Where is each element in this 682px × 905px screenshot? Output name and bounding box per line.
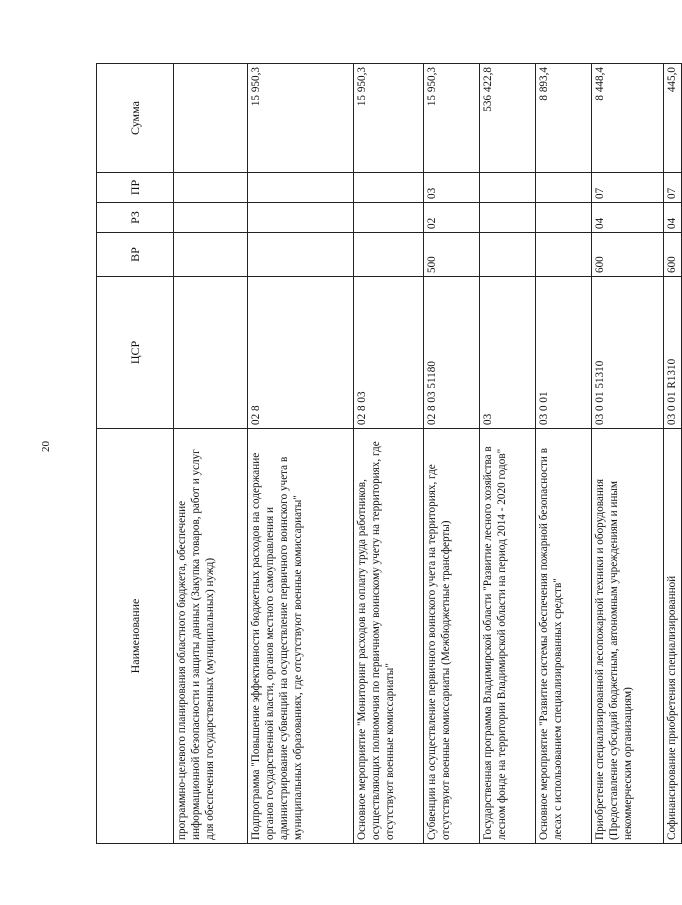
header-vr: ВР bbox=[97, 233, 174, 277]
cell-pr bbox=[354, 173, 424, 203]
cell-pr bbox=[480, 173, 536, 203]
table-row bbox=[248, 64, 354, 844]
header-pr: ПР bbox=[97, 173, 174, 203]
table-row bbox=[424, 64, 480, 844]
cell-name: Государственная программа Владимирской области "Развитие лесного хозяйства в лесном фонде на территории Владимирской области на период 2014 - 2020 годов" bbox=[480, 429, 536, 844]
table-row bbox=[480, 64, 536, 844]
cell-name: Субвенции на осуществление первичного воинского учета на территориях, где отсутствуют военные комиссариаты (Межбюджетные трансферты) bbox=[424, 429, 480, 844]
cell-sum: 15 950,3 bbox=[248, 64, 354, 173]
cell-rz: 04 bbox=[664, 203, 682, 233]
cell-pr: 07 bbox=[592, 173, 664, 203]
cell-pr bbox=[174, 173, 248, 203]
cell-name: Основное мероприятие "Мониторинг расходов на оплату труда работников, осуществляющих полномочия по первичному воинскому учету на территориях, где отсутствуют военные комиссариаты" bbox=[354, 429, 424, 844]
cell-csr bbox=[174, 277, 248, 429]
cell-name: Подпрограмма "Повышение эффективности бюджетных расходов на содержание органов государственной власти, органов местного самоуправления и администрирование субвенций на осуществление первичного воинского учета в муниципальных образованиях, где отсутствуют военные комиссариаты" bbox=[248, 429, 354, 844]
cell-vr bbox=[354, 233, 424, 277]
table-row bbox=[174, 64, 248, 844]
cell-csr: 02 8 bbox=[248, 277, 354, 429]
header-rz: РЗ bbox=[97, 203, 174, 233]
header-csr: ЦСР bbox=[97, 277, 174, 429]
rotated-table-container bbox=[96, 64, 678, 844]
cell-rz bbox=[536, 203, 592, 233]
cell-vr bbox=[480, 233, 536, 277]
cell-rz bbox=[480, 203, 536, 233]
table-header-row bbox=[97, 64, 174, 844]
cell-csr: 03 0 01 R1310 bbox=[664, 277, 682, 429]
cell-csr: 03 0 01 bbox=[536, 277, 592, 429]
header-sum: Сумма bbox=[97, 64, 174, 173]
cell-rz: 04 bbox=[592, 203, 664, 233]
cell-name: Основное мероприятие "Развитие системы обеспечения пожарной безопасности в лесах с использованием специализированных средств" bbox=[536, 429, 592, 844]
table-row bbox=[536, 64, 592, 844]
cell-vr: 600 bbox=[664, 233, 682, 277]
cell-pr bbox=[536, 173, 592, 203]
page-number: 20 bbox=[40, 441, 52, 452]
cell-csr: 02 8 03 bbox=[354, 277, 424, 429]
cell-sum: 445,0 bbox=[664, 64, 682, 173]
cell-vr: 500 bbox=[424, 233, 480, 277]
cell-sum: 8 893,4 bbox=[536, 64, 592, 173]
cell-csr: 03 bbox=[480, 277, 536, 429]
cell-vr: 600 bbox=[592, 233, 664, 277]
table-row bbox=[664, 64, 682, 844]
table-row bbox=[592, 64, 664, 844]
cell-sum bbox=[174, 64, 248, 173]
cell-sum: 15 950,3 bbox=[424, 64, 480, 173]
cell-csr: 02 8 03 51180 bbox=[424, 277, 480, 429]
budget-table bbox=[96, 63, 682, 844]
cell-vr bbox=[536, 233, 592, 277]
table-row bbox=[354, 64, 424, 844]
cell-sum: 536 422,8 bbox=[480, 64, 536, 173]
cell-vr bbox=[248, 233, 354, 277]
cell-vr bbox=[174, 233, 248, 277]
cell-rz bbox=[354, 203, 424, 233]
cell-rz: 02 bbox=[424, 203, 480, 233]
cell-name: Приобретение специализированной лесопожарной техники и оборудования (Предоставление субсидий бюджетным, автономным учреждениям и иным некоммерческим организациям) bbox=[592, 429, 664, 844]
cell-name: Софинансирование приобретения специализированной bbox=[664, 429, 682, 844]
cell-rz bbox=[248, 203, 354, 233]
cell-pr: 03 bbox=[424, 173, 480, 203]
cell-sum: 8 448,4 bbox=[592, 64, 664, 173]
header-name: Наименование bbox=[97, 429, 174, 844]
cell-name: программно-целевого планирования областного бюджета, обеспечение информационной безопасности и защиты данных (Закупка товаров, работ и услуг для обеспечения государственных (муниципальных) нужд) bbox=[174, 429, 248, 844]
cell-pr: 07 bbox=[664, 173, 682, 203]
cell-sum: 15 950,3 bbox=[354, 64, 424, 173]
cell-rz bbox=[174, 203, 248, 233]
cell-csr: 03 0 01 51310 bbox=[592, 277, 664, 429]
cell-pr bbox=[248, 173, 354, 203]
